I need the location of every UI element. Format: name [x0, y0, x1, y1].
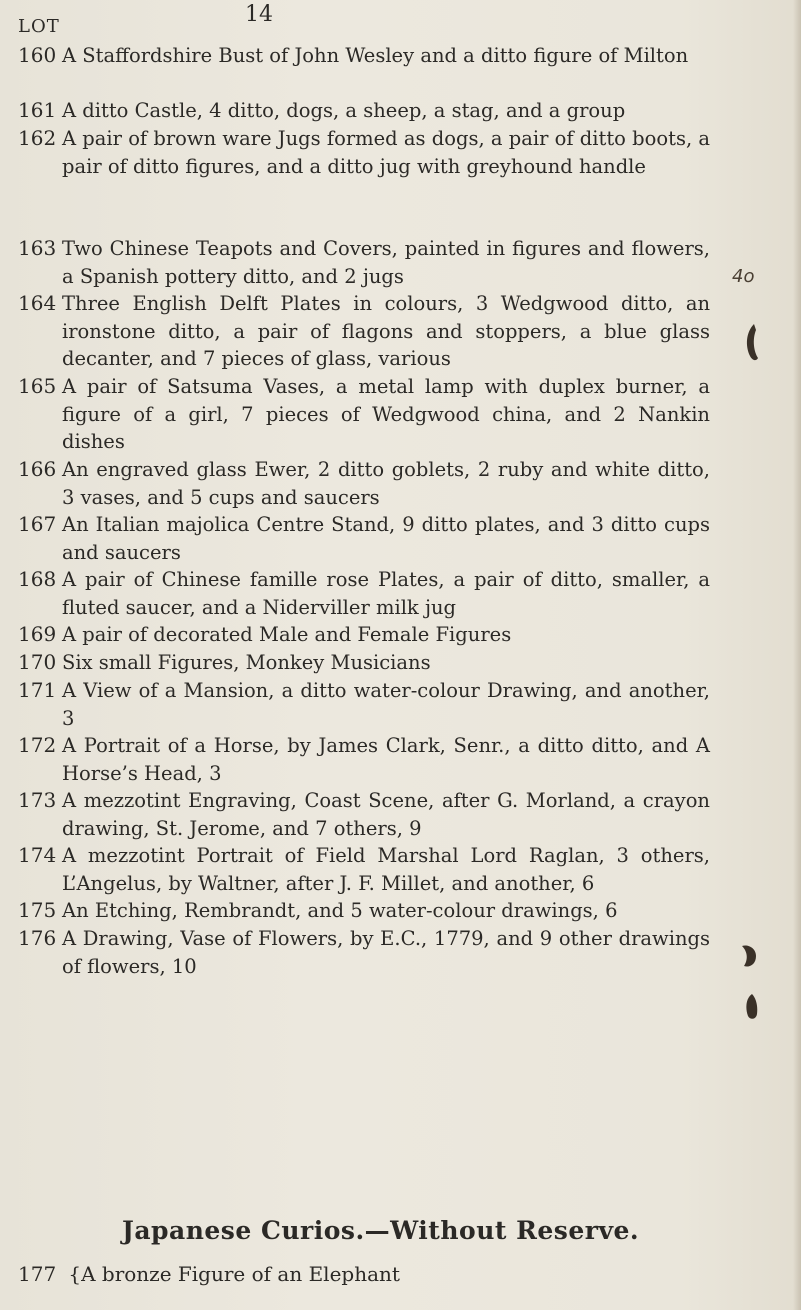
lot-number: 164	[18, 291, 57, 315]
lot-number: 166	[18, 457, 57, 481]
lot-entry-161	[0, 97, 720, 125]
lot-description: A Drawing, Vase of Flowers, by E.C., 1779, and 9 other drawings of flowers, 10	[62, 927, 710, 978]
lot-entry-168	[0, 566, 720, 621]
lot-entry-177	[18, 1262, 400, 1286]
lot-number: 161	[18, 98, 57, 122]
lot-description: Two Chinese Teapots and Covers, painted in figures and flowers, a Spanish pottery ditto, and 2 jugs	[62, 237, 710, 288]
lot-entry-172	[0, 732, 720, 787]
lot-description: A mezzotint Portrait of Field Marshal Lord Raglan, 3 others, L’Angelus, by Waltner, after J. F. Millet, and another, 6	[62, 844, 710, 895]
lot-description: A pair of Satsuma Vases, a metal lamp with duplex burner, a figure of a girl, 7 pieces of Wedgwood china, and 2 Nankin dishes	[62, 375, 710, 453]
lot-description: A pair of decorated Male and Female Figures	[62, 623, 512, 646]
section-heading: Japanese Curios.—Without Reserve.	[122, 1216, 640, 1245]
lot-number: 171	[18, 678, 57, 702]
ink-mark-3	[740, 990, 764, 1024]
lot-entry-174	[0, 842, 720, 897]
lot-number: 170	[18, 650, 57, 674]
lot-entry-162	[0, 125, 720, 180]
lot-entry-166	[0, 456, 720, 511]
lot-number: 177	[18, 1262, 57, 1286]
lot-entry-163	[0, 235, 720, 290]
lot-description: A Staffordshire Bust of John Wesley and a ditto figure of Milton	[62, 44, 689, 67]
lot-number: 169	[18, 622, 57, 646]
lot-entry-170	[0, 649, 720, 677]
lot-entry-164	[0, 290, 720, 373]
lot-description: A mezzotint Engraving, Coast Scene, after G. Morland, a crayon drawing, St. Jerome, and 7 others, 9	[62, 789, 710, 840]
lot-entry-165	[0, 373, 720, 456]
lot-number: 175	[18, 898, 57, 922]
lot-number: 165	[18, 374, 57, 398]
margin-handwritten-note: 4o	[732, 266, 755, 287]
ink-mark-1	[742, 322, 764, 364]
lot-entry-171	[0, 677, 720, 732]
lot-number: 174	[18, 843, 57, 867]
lot-description: An Italian majolica Centre Stand, 9 ditto plates, and 3 ditto cups and saucers	[62, 513, 710, 564]
ink-mark-2	[738, 942, 760, 970]
lot-entry-169	[0, 621, 720, 649]
lot-description: A pair of brown ware Jugs formed as dogs, a pair of ditto boots, a pair of ditto figures, and a ditto jug with greyhound handle	[62, 127, 710, 178]
lot-number: 162	[18, 126, 57, 150]
lot-entry-176	[0, 925, 720, 980]
lot-number: 160	[18, 43, 57, 67]
lot-description: Three English Delft Plates in colours, 3 Wedgwood ditto, an ironstone ditto, a pair of flagons and stoppers, a blue glass decanter, and 7 pieces of glass, various	[62, 292, 710, 370]
lot-entry-160	[0, 42, 720, 70]
lot-number: 168	[18, 567, 57, 591]
lot-number: 167	[18, 512, 57, 536]
lot-number: 172	[18, 733, 57, 757]
lot-description: A pair of Chinese famille rose Plates, a pair of ditto, smaller, a fluted saucer, and a Niderviller milk jug	[62, 568, 710, 619]
lot-description: A View of a Mansion, a ditto water-colour Drawing, and another, 3	[62, 679, 710, 730]
lot-number: 176	[18, 926, 57, 950]
lot-description: An Etching, Rembrandt, and 5 water-colour drawings, 6	[62, 899, 618, 922]
lot-description: A ditto Castle, 4 ditto, dogs, a sheep, a stag, and a group	[62, 99, 626, 122]
page-edge-shadow	[793, 0, 801, 1310]
page-number: 14	[245, 2, 273, 27]
lot-description: A Portrait of a Horse, by James Clark, Senr., a ditto ditto, and A Horse’s Head, 3	[62, 734, 710, 785]
lot-number: 173	[18, 788, 57, 812]
lot-description: An engraved glass Ewer, 2 ditto goblets, 2 ruby and white ditto, 3 vases, and 5 cups and saucers	[62, 458, 710, 509]
lot-column-header: LOT	[18, 16, 60, 37]
lot-number: 163	[18, 236, 57, 260]
lot-description: {A bronze Figure of an Elephant	[68, 1262, 400, 1286]
lot-description: Six small Figures, Monkey Musicians	[62, 651, 431, 674]
lot-entry-173	[0, 787, 720, 842]
lot-entry-167	[0, 511, 720, 566]
lot-entry-175	[0, 897, 720, 925]
